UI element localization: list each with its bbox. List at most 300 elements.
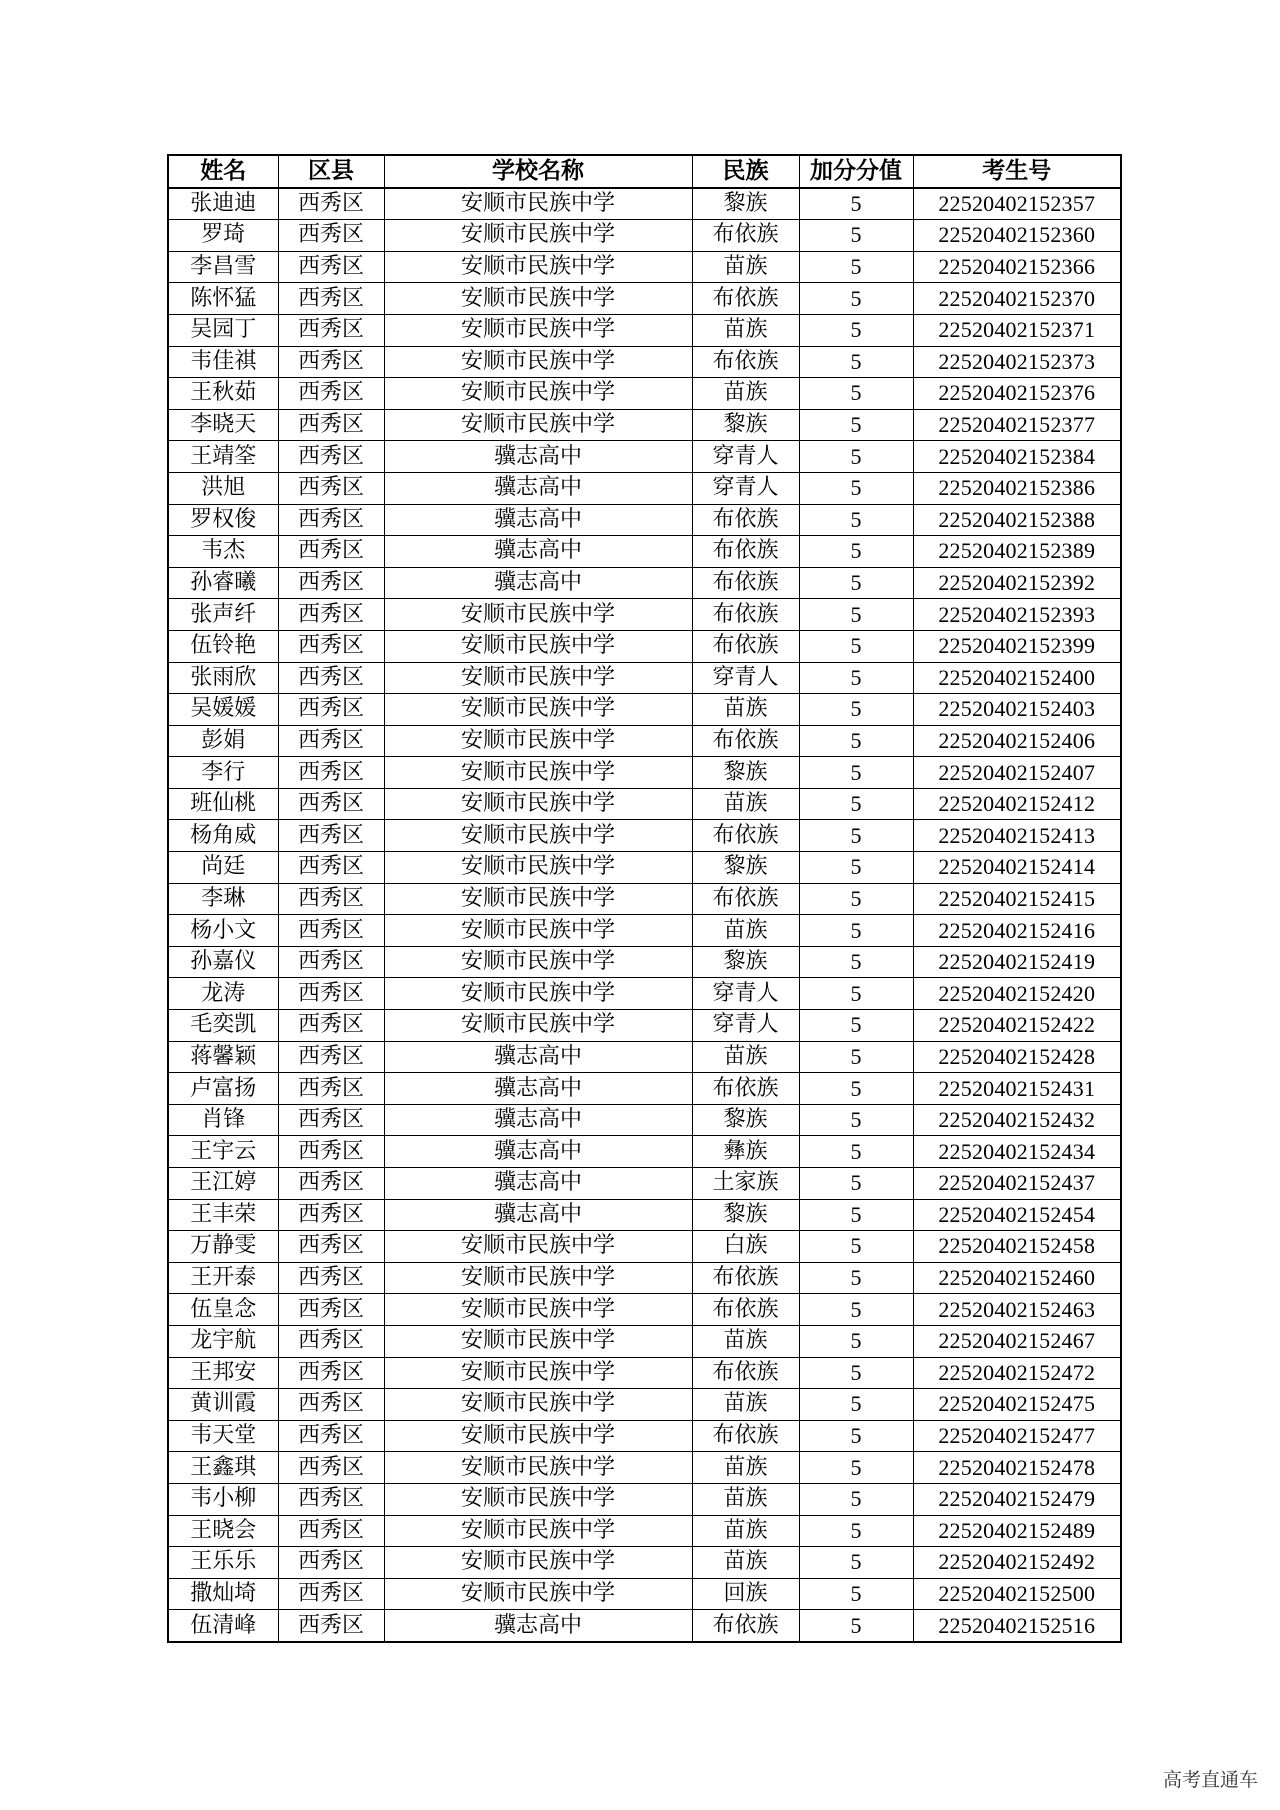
cell-ethnicity: 苗族 xyxy=(692,1452,799,1484)
table-row xyxy=(168,1483,1121,1515)
cell-name: 黄训霞 xyxy=(168,1389,278,1421)
cell-name: 伍铃艳 xyxy=(168,630,278,662)
cell-name: 卢富扬 xyxy=(168,1073,278,1105)
cell-name: 龙宇航 xyxy=(168,1325,278,1357)
cell-school: 安顺市民族中学 xyxy=(384,788,692,820)
cell-district: 西秀区 xyxy=(278,1389,384,1421)
cell-bonus-points: 5 xyxy=(799,630,913,662)
cell-candidate-number: 22520402152386 xyxy=(913,472,1121,504)
cell-school: 安顺市民族中学 xyxy=(384,188,692,220)
cell-school: 安顺市民族中学 xyxy=(384,220,692,252)
table-row xyxy=(168,852,1121,884)
table-row xyxy=(168,409,1121,441)
cell-bonus-points: 5 xyxy=(799,946,913,978)
table-row xyxy=(168,378,1121,410)
table-row xyxy=(168,725,1121,757)
cell-name: 张迪迪 xyxy=(168,188,278,220)
cell-school: 安顺市民族中学 xyxy=(384,662,692,694)
table-row xyxy=(168,1452,1121,1484)
cell-bonus-points: 5 xyxy=(799,662,913,694)
cell-ethnicity: 苗族 xyxy=(692,694,799,726)
cell-bonus-points: 5 xyxy=(799,283,913,315)
cell-name: 王江婷 xyxy=(168,1168,278,1200)
cell-bonus-points: 5 xyxy=(799,251,913,283)
cell-ethnicity: 穿青人 xyxy=(692,472,799,504)
cell-school: 安顺市民族中学 xyxy=(384,1483,692,1515)
cell-candidate-number: 22520402152432 xyxy=(913,1104,1121,1136)
cell-school: 安顺市民族中学 xyxy=(384,1262,692,1294)
table-row xyxy=(168,1199,1121,1231)
cell-school: 安顺市民族中学 xyxy=(384,946,692,978)
table-row xyxy=(168,220,1121,252)
cell-bonus-points: 5 xyxy=(799,1483,913,1515)
cell-ethnicity: 黎族 xyxy=(692,757,799,789)
cell-name: 吴园丁 xyxy=(168,314,278,346)
table-row xyxy=(168,1420,1121,1452)
table-row xyxy=(168,188,1121,220)
table-row xyxy=(168,662,1121,694)
cell-school: 安顺市民族中学 xyxy=(384,1010,692,1042)
cell-bonus-points: 5 xyxy=(799,346,913,378)
table-row xyxy=(168,946,1121,978)
cell-ethnicity: 布依族 xyxy=(692,504,799,536)
header-candidate-number: 考生号 xyxy=(913,155,1121,188)
cell-name: 王靖筌 xyxy=(168,441,278,473)
cell-district: 西秀区 xyxy=(278,946,384,978)
table-row xyxy=(168,1325,1121,1357)
cell-candidate-number: 22520402152479 xyxy=(913,1483,1121,1515)
cell-school: 安顺市民族中学 xyxy=(384,409,692,441)
cell-name: 王宇云 xyxy=(168,1136,278,1168)
cell-candidate-number: 22520402152412 xyxy=(913,788,1121,820)
cell-school: 安顺市民族中学 xyxy=(384,978,692,1010)
cell-name: 杨小文 xyxy=(168,915,278,947)
cell-ethnicity: 布依族 xyxy=(692,599,799,631)
cell-name: 罗权俊 xyxy=(168,504,278,536)
cell-ethnicity: 布依族 xyxy=(692,883,799,915)
cell-ethnicity: 布依族 xyxy=(692,220,799,252)
cell-ethnicity: 穿青人 xyxy=(692,441,799,473)
cell-name: 彭娟 xyxy=(168,725,278,757)
cell-district: 西秀区 xyxy=(278,1452,384,1484)
table-row xyxy=(168,1010,1121,1042)
cell-bonus-points: 5 xyxy=(799,1578,913,1610)
cell-name: 万静雯 xyxy=(168,1231,278,1263)
cell-name: 肖锋 xyxy=(168,1104,278,1136)
cell-district: 西秀区 xyxy=(278,314,384,346)
cell-district: 西秀区 xyxy=(278,188,384,220)
cell-name: 伍清峰 xyxy=(168,1610,278,1642)
cell-name: 吴媛媛 xyxy=(168,694,278,726)
cell-candidate-number: 22520402152415 xyxy=(913,883,1121,915)
cell-bonus-points: 5 xyxy=(799,220,913,252)
cell-bonus-points: 5 xyxy=(799,472,913,504)
cell-school: 骥志高中 xyxy=(384,1136,692,1168)
cell-district: 西秀区 xyxy=(278,883,384,915)
cell-candidate-number: 22520402152403 xyxy=(913,694,1121,726)
cell-ethnicity: 苗族 xyxy=(692,378,799,410)
cell-district: 西秀区 xyxy=(278,725,384,757)
cell-ethnicity: 白族 xyxy=(692,1231,799,1263)
cell-name: 韦天堂 xyxy=(168,1420,278,1452)
cell-candidate-number: 22520402152492 xyxy=(913,1547,1121,1579)
cell-bonus-points: 5 xyxy=(799,725,913,757)
cell-ethnicity: 布依族 xyxy=(692,283,799,315)
cell-name: 韦小柳 xyxy=(168,1483,278,1515)
table-row xyxy=(168,694,1121,726)
cell-bonus-points: 5 xyxy=(799,1199,913,1231)
cell-ethnicity: 土家族 xyxy=(692,1168,799,1200)
cell-school: 骥志高中 xyxy=(384,536,692,568)
cell-bonus-points: 5 xyxy=(799,978,913,1010)
cell-ethnicity: 布依族 xyxy=(692,1610,799,1642)
cell-district: 西秀区 xyxy=(278,694,384,726)
cell-ethnicity: 布依族 xyxy=(692,536,799,568)
cell-name: 孙睿曦 xyxy=(168,567,278,599)
cell-name: 王开泰 xyxy=(168,1262,278,1294)
cell-ethnicity: 回族 xyxy=(692,1578,799,1610)
cell-candidate-number: 22520402152420 xyxy=(913,978,1121,1010)
cell-name: 李琳 xyxy=(168,883,278,915)
table-row xyxy=(168,441,1121,473)
cell-name: 杨角威 xyxy=(168,820,278,852)
table-row xyxy=(168,1262,1121,1294)
cell-candidate-number: 22520402152431 xyxy=(913,1073,1121,1105)
cell-ethnicity: 黎族 xyxy=(692,188,799,220)
cell-candidate-number: 22520402152360 xyxy=(913,220,1121,252)
cell-ethnicity: 黎族 xyxy=(692,1199,799,1231)
cell-candidate-number: 22520402152388 xyxy=(913,504,1121,536)
table-row xyxy=(168,820,1121,852)
cell-ethnicity: 布依族 xyxy=(692,725,799,757)
cell-district: 西秀区 xyxy=(278,409,384,441)
cell-candidate-number: 22520402152422 xyxy=(913,1010,1121,1042)
cell-school: 安顺市民族中学 xyxy=(384,314,692,346)
table-row xyxy=(168,1168,1121,1200)
header-district: 区县 xyxy=(278,155,384,188)
cell-district: 西秀区 xyxy=(278,630,384,662)
cell-bonus-points: 5 xyxy=(799,567,913,599)
cell-school: 骥志高中 xyxy=(384,472,692,504)
cell-district: 西秀区 xyxy=(278,472,384,504)
cell-district: 西秀区 xyxy=(278,757,384,789)
cell-name: 李晓天 xyxy=(168,409,278,441)
cell-name: 撒灿埼 xyxy=(168,1578,278,1610)
cell-candidate-number: 22520402152407 xyxy=(913,757,1121,789)
table-row xyxy=(168,1610,1121,1642)
cell-district: 西秀区 xyxy=(278,1041,384,1073)
cell-bonus-points: 5 xyxy=(799,1168,913,1200)
cell-bonus-points: 5 xyxy=(799,188,913,220)
cell-district: 西秀区 xyxy=(278,1357,384,1389)
cell-bonus-points: 5 xyxy=(799,1420,913,1452)
table-row xyxy=(168,599,1121,631)
cell-bonus-points: 5 xyxy=(799,1357,913,1389)
cell-ethnicity: 苗族 xyxy=(692,1515,799,1547)
table-row xyxy=(168,1104,1121,1136)
table-row xyxy=(168,314,1121,346)
cell-bonus-points: 5 xyxy=(799,1325,913,1357)
cell-name: 陈怀猛 xyxy=(168,283,278,315)
cell-name: 王鑫琪 xyxy=(168,1452,278,1484)
table-row xyxy=(168,251,1121,283)
cell-ethnicity: 苗族 xyxy=(692,1547,799,1579)
cell-candidate-number: 22520402152489 xyxy=(913,1515,1121,1547)
cell-school: 安顺市民族中学 xyxy=(384,1231,692,1263)
cell-candidate-number: 22520402152434 xyxy=(913,1136,1121,1168)
cell-candidate-number: 22520402152370 xyxy=(913,283,1121,315)
cell-bonus-points: 5 xyxy=(799,820,913,852)
cell-candidate-number: 22520402152373 xyxy=(913,346,1121,378)
cell-district: 西秀区 xyxy=(278,1262,384,1294)
cell-district: 西秀区 xyxy=(278,220,384,252)
cell-bonus-points: 5 xyxy=(799,852,913,884)
cell-school: 安顺市民族中学 xyxy=(384,1389,692,1421)
cell-name: 王丰荣 xyxy=(168,1199,278,1231)
cell-candidate-number: 22520402152477 xyxy=(913,1420,1121,1452)
cell-district: 西秀区 xyxy=(278,1010,384,1042)
cell-district: 西秀区 xyxy=(278,915,384,947)
cell-ethnicity: 布依族 xyxy=(692,1420,799,1452)
cell-school: 安顺市民族中学 xyxy=(384,1325,692,1357)
cell-district: 西秀区 xyxy=(278,788,384,820)
cell-district: 西秀区 xyxy=(278,1547,384,1579)
cell-district: 西秀区 xyxy=(278,441,384,473)
cell-bonus-points: 5 xyxy=(799,757,913,789)
cell-ethnicity: 苗族 xyxy=(692,1325,799,1357)
table-row xyxy=(168,536,1121,568)
table-row xyxy=(168,1136,1121,1168)
cell-candidate-number: 22520402152467 xyxy=(913,1325,1121,1357)
cell-school: 安顺市民族中学 xyxy=(384,378,692,410)
cell-bonus-points: 5 xyxy=(799,1041,913,1073)
cell-name: 王秋茹 xyxy=(168,378,278,410)
cell-ethnicity: 穿青人 xyxy=(692,662,799,694)
table-row xyxy=(168,1041,1121,1073)
cell-candidate-number: 22520402152392 xyxy=(913,567,1121,599)
cell-school: 安顺市民族中学 xyxy=(384,1420,692,1452)
cell-candidate-number: 22520402152357 xyxy=(913,188,1121,220)
cell-ethnicity: 布依族 xyxy=(692,346,799,378)
cell-candidate-number: 22520402152366 xyxy=(913,251,1121,283)
cell-ethnicity: 苗族 xyxy=(692,788,799,820)
cell-school: 安顺市民族中学 xyxy=(384,346,692,378)
table-row xyxy=(168,1578,1121,1610)
cell-school: 骥志高中 xyxy=(384,567,692,599)
cell-bonus-points: 5 xyxy=(799,378,913,410)
cell-school: 安顺市民族中学 xyxy=(384,694,692,726)
cell-ethnicity: 布依族 xyxy=(692,567,799,599)
cell-ethnicity: 布依族 xyxy=(692,1294,799,1326)
cell-district: 西秀区 xyxy=(278,1483,384,1515)
cell-district: 西秀区 xyxy=(278,378,384,410)
cell-bonus-points: 5 xyxy=(799,1452,913,1484)
cell-school: 骥志高中 xyxy=(384,1041,692,1073)
cell-name: 王乐乐 xyxy=(168,1547,278,1579)
cell-district: 西秀区 xyxy=(278,1610,384,1642)
cell-district: 西秀区 xyxy=(278,599,384,631)
cell-district: 西秀区 xyxy=(278,662,384,694)
table-row xyxy=(168,883,1121,915)
cell-school: 安顺市民族中学 xyxy=(384,1357,692,1389)
cell-candidate-number: 22520402152463 xyxy=(913,1294,1121,1326)
cell-ethnicity: 苗族 xyxy=(692,1483,799,1515)
table-row xyxy=(168,346,1121,378)
cell-ethnicity: 黎族 xyxy=(692,852,799,884)
cell-district: 西秀区 xyxy=(278,1231,384,1263)
table-row xyxy=(168,283,1121,315)
cell-ethnicity: 苗族 xyxy=(692,915,799,947)
cell-candidate-number: 22520402152377 xyxy=(913,409,1121,441)
cell-candidate-number: 22520402152384 xyxy=(913,441,1121,473)
cell-ethnicity: 苗族 xyxy=(692,1041,799,1073)
cell-name: 孙嘉仪 xyxy=(168,946,278,978)
cell-name: 韦杰 xyxy=(168,536,278,568)
cell-school: 安顺市民族中学 xyxy=(384,757,692,789)
cell-name: 洪旭 xyxy=(168,472,278,504)
cell-candidate-number: 22520402152478 xyxy=(913,1452,1121,1484)
cell-name: 王邦安 xyxy=(168,1357,278,1389)
cell-candidate-number: 22520402152428 xyxy=(913,1041,1121,1073)
cell-school: 安顺市民族中学 xyxy=(384,1515,692,1547)
table-row xyxy=(168,504,1121,536)
cell-school: 安顺市民族中学 xyxy=(384,630,692,662)
table-row xyxy=(168,1294,1121,1326)
cell-ethnicity: 黎族 xyxy=(692,946,799,978)
cell-school: 安顺市民族中学 xyxy=(384,1578,692,1610)
cell-name: 伍皇念 xyxy=(168,1294,278,1326)
table-body xyxy=(168,188,1121,1642)
table-row xyxy=(168,472,1121,504)
cell-candidate-number: 22520402152419 xyxy=(913,946,1121,978)
cell-school: 骥志高中 xyxy=(384,1104,692,1136)
cell-name: 班仙桃 xyxy=(168,788,278,820)
cell-name: 蒋馨颖 xyxy=(168,1041,278,1073)
header-bonus-points: 加分分值 xyxy=(799,155,913,188)
cell-ethnicity: 苗族 xyxy=(692,1389,799,1421)
table-row xyxy=(168,567,1121,599)
cell-ethnicity: 布依族 xyxy=(692,1073,799,1105)
cell-bonus-points: 5 xyxy=(799,788,913,820)
cell-ethnicity: 黎族 xyxy=(692,1104,799,1136)
cell-school: 安顺市民族中学 xyxy=(384,1452,692,1484)
cell-name: 李行 xyxy=(168,757,278,789)
cell-district: 西秀区 xyxy=(278,1199,384,1231)
cell-district: 西秀区 xyxy=(278,820,384,852)
cell-ethnicity: 穿青人 xyxy=(692,1010,799,1042)
cell-school: 安顺市民族中学 xyxy=(384,1547,692,1579)
table-row xyxy=(168,1231,1121,1263)
cell-school: 骥志高中 xyxy=(384,1168,692,1200)
cell-bonus-points: 5 xyxy=(799,1610,913,1642)
cell-district: 西秀区 xyxy=(278,251,384,283)
cell-ethnicity: 布依族 xyxy=(692,1357,799,1389)
cell-school: 骥志高中 xyxy=(384,441,692,473)
cell-bonus-points: 5 xyxy=(799,1294,913,1326)
table-row xyxy=(168,1073,1121,1105)
header-ethnicity: 民族 xyxy=(692,155,799,188)
cell-candidate-number: 22520402152376 xyxy=(913,378,1121,410)
cell-district: 西秀区 xyxy=(278,346,384,378)
cell-candidate-number: 22520402152414 xyxy=(913,852,1121,884)
cell-district: 西秀区 xyxy=(278,1578,384,1610)
header-row xyxy=(168,155,1121,188)
cell-district: 西秀区 xyxy=(278,1325,384,1357)
cell-name: 龙涛 xyxy=(168,978,278,1010)
cell-bonus-points: 5 xyxy=(799,694,913,726)
cell-bonus-points: 5 xyxy=(799,883,913,915)
table-row xyxy=(168,1515,1121,1547)
student-roster-table xyxy=(167,154,1122,1643)
header-school: 学校名称 xyxy=(384,155,692,188)
cell-district: 西秀区 xyxy=(278,1515,384,1547)
cell-candidate-number: 22520402152393 xyxy=(913,599,1121,631)
cell-school: 骥志高中 xyxy=(384,1610,692,1642)
table-row xyxy=(168,978,1121,1010)
cell-district: 西秀区 xyxy=(278,1136,384,1168)
cell-candidate-number: 22520402152458 xyxy=(913,1231,1121,1263)
cell-candidate-number: 22520402152389 xyxy=(913,536,1121,568)
cell-ethnicity: 苗族 xyxy=(692,251,799,283)
cell-school: 安顺市民族中学 xyxy=(384,883,692,915)
cell-bonus-points: 5 xyxy=(799,441,913,473)
cell-district: 西秀区 xyxy=(278,1104,384,1136)
cell-name: 尚廷 xyxy=(168,852,278,884)
table-row xyxy=(168,1357,1121,1389)
cell-district: 西秀区 xyxy=(278,1168,384,1200)
watermark-text: 高考直通车 xyxy=(1162,1769,1258,1791)
cell-ethnicity: 苗族 xyxy=(692,314,799,346)
cell-bonus-points: 5 xyxy=(799,1010,913,1042)
cell-ethnicity: 布依族 xyxy=(692,820,799,852)
cell-candidate-number: 22520402152413 xyxy=(913,820,1121,852)
cell-name: 张声纤 xyxy=(168,599,278,631)
cell-bonus-points: 5 xyxy=(799,1515,913,1547)
cell-ethnicity: 布依族 xyxy=(692,630,799,662)
cell-bonus-points: 5 xyxy=(799,1136,913,1168)
cell-district: 西秀区 xyxy=(278,1294,384,1326)
header-name: 姓名 xyxy=(168,155,278,188)
cell-ethnicity: 布依族 xyxy=(692,1262,799,1294)
table-row xyxy=(168,788,1121,820)
cell-ethnicity: 黎族 xyxy=(692,409,799,441)
cell-bonus-points: 5 xyxy=(799,599,913,631)
cell-school: 安顺市民族中学 xyxy=(384,852,692,884)
cell-name: 李昌雪 xyxy=(168,251,278,283)
cell-district: 西秀区 xyxy=(278,1073,384,1105)
cell-school: 安顺市民族中学 xyxy=(384,1294,692,1326)
table-row xyxy=(168,630,1121,662)
cell-ethnicity: 穿青人 xyxy=(692,978,799,1010)
cell-bonus-points: 5 xyxy=(799,1262,913,1294)
cell-district: 西秀区 xyxy=(278,1420,384,1452)
cell-candidate-number: 22520402152406 xyxy=(913,725,1121,757)
cell-name: 张雨欣 xyxy=(168,662,278,694)
cell-bonus-points: 5 xyxy=(799,1547,913,1579)
table-header xyxy=(168,155,1121,188)
cell-district: 西秀区 xyxy=(278,567,384,599)
cell-district: 西秀区 xyxy=(278,852,384,884)
cell-school: 安顺市民族中学 xyxy=(384,725,692,757)
cell-district: 西秀区 xyxy=(278,978,384,1010)
cell-school: 安顺市民族中学 xyxy=(384,599,692,631)
cell-name: 王晓会 xyxy=(168,1515,278,1547)
cell-name: 罗琦 xyxy=(168,220,278,252)
cell-candidate-number: 22520402152500 xyxy=(913,1578,1121,1610)
cell-candidate-number: 22520402152454 xyxy=(913,1199,1121,1231)
cell-school: 骥志高中 xyxy=(384,1199,692,1231)
cell-school: 骥志高中 xyxy=(384,1073,692,1105)
